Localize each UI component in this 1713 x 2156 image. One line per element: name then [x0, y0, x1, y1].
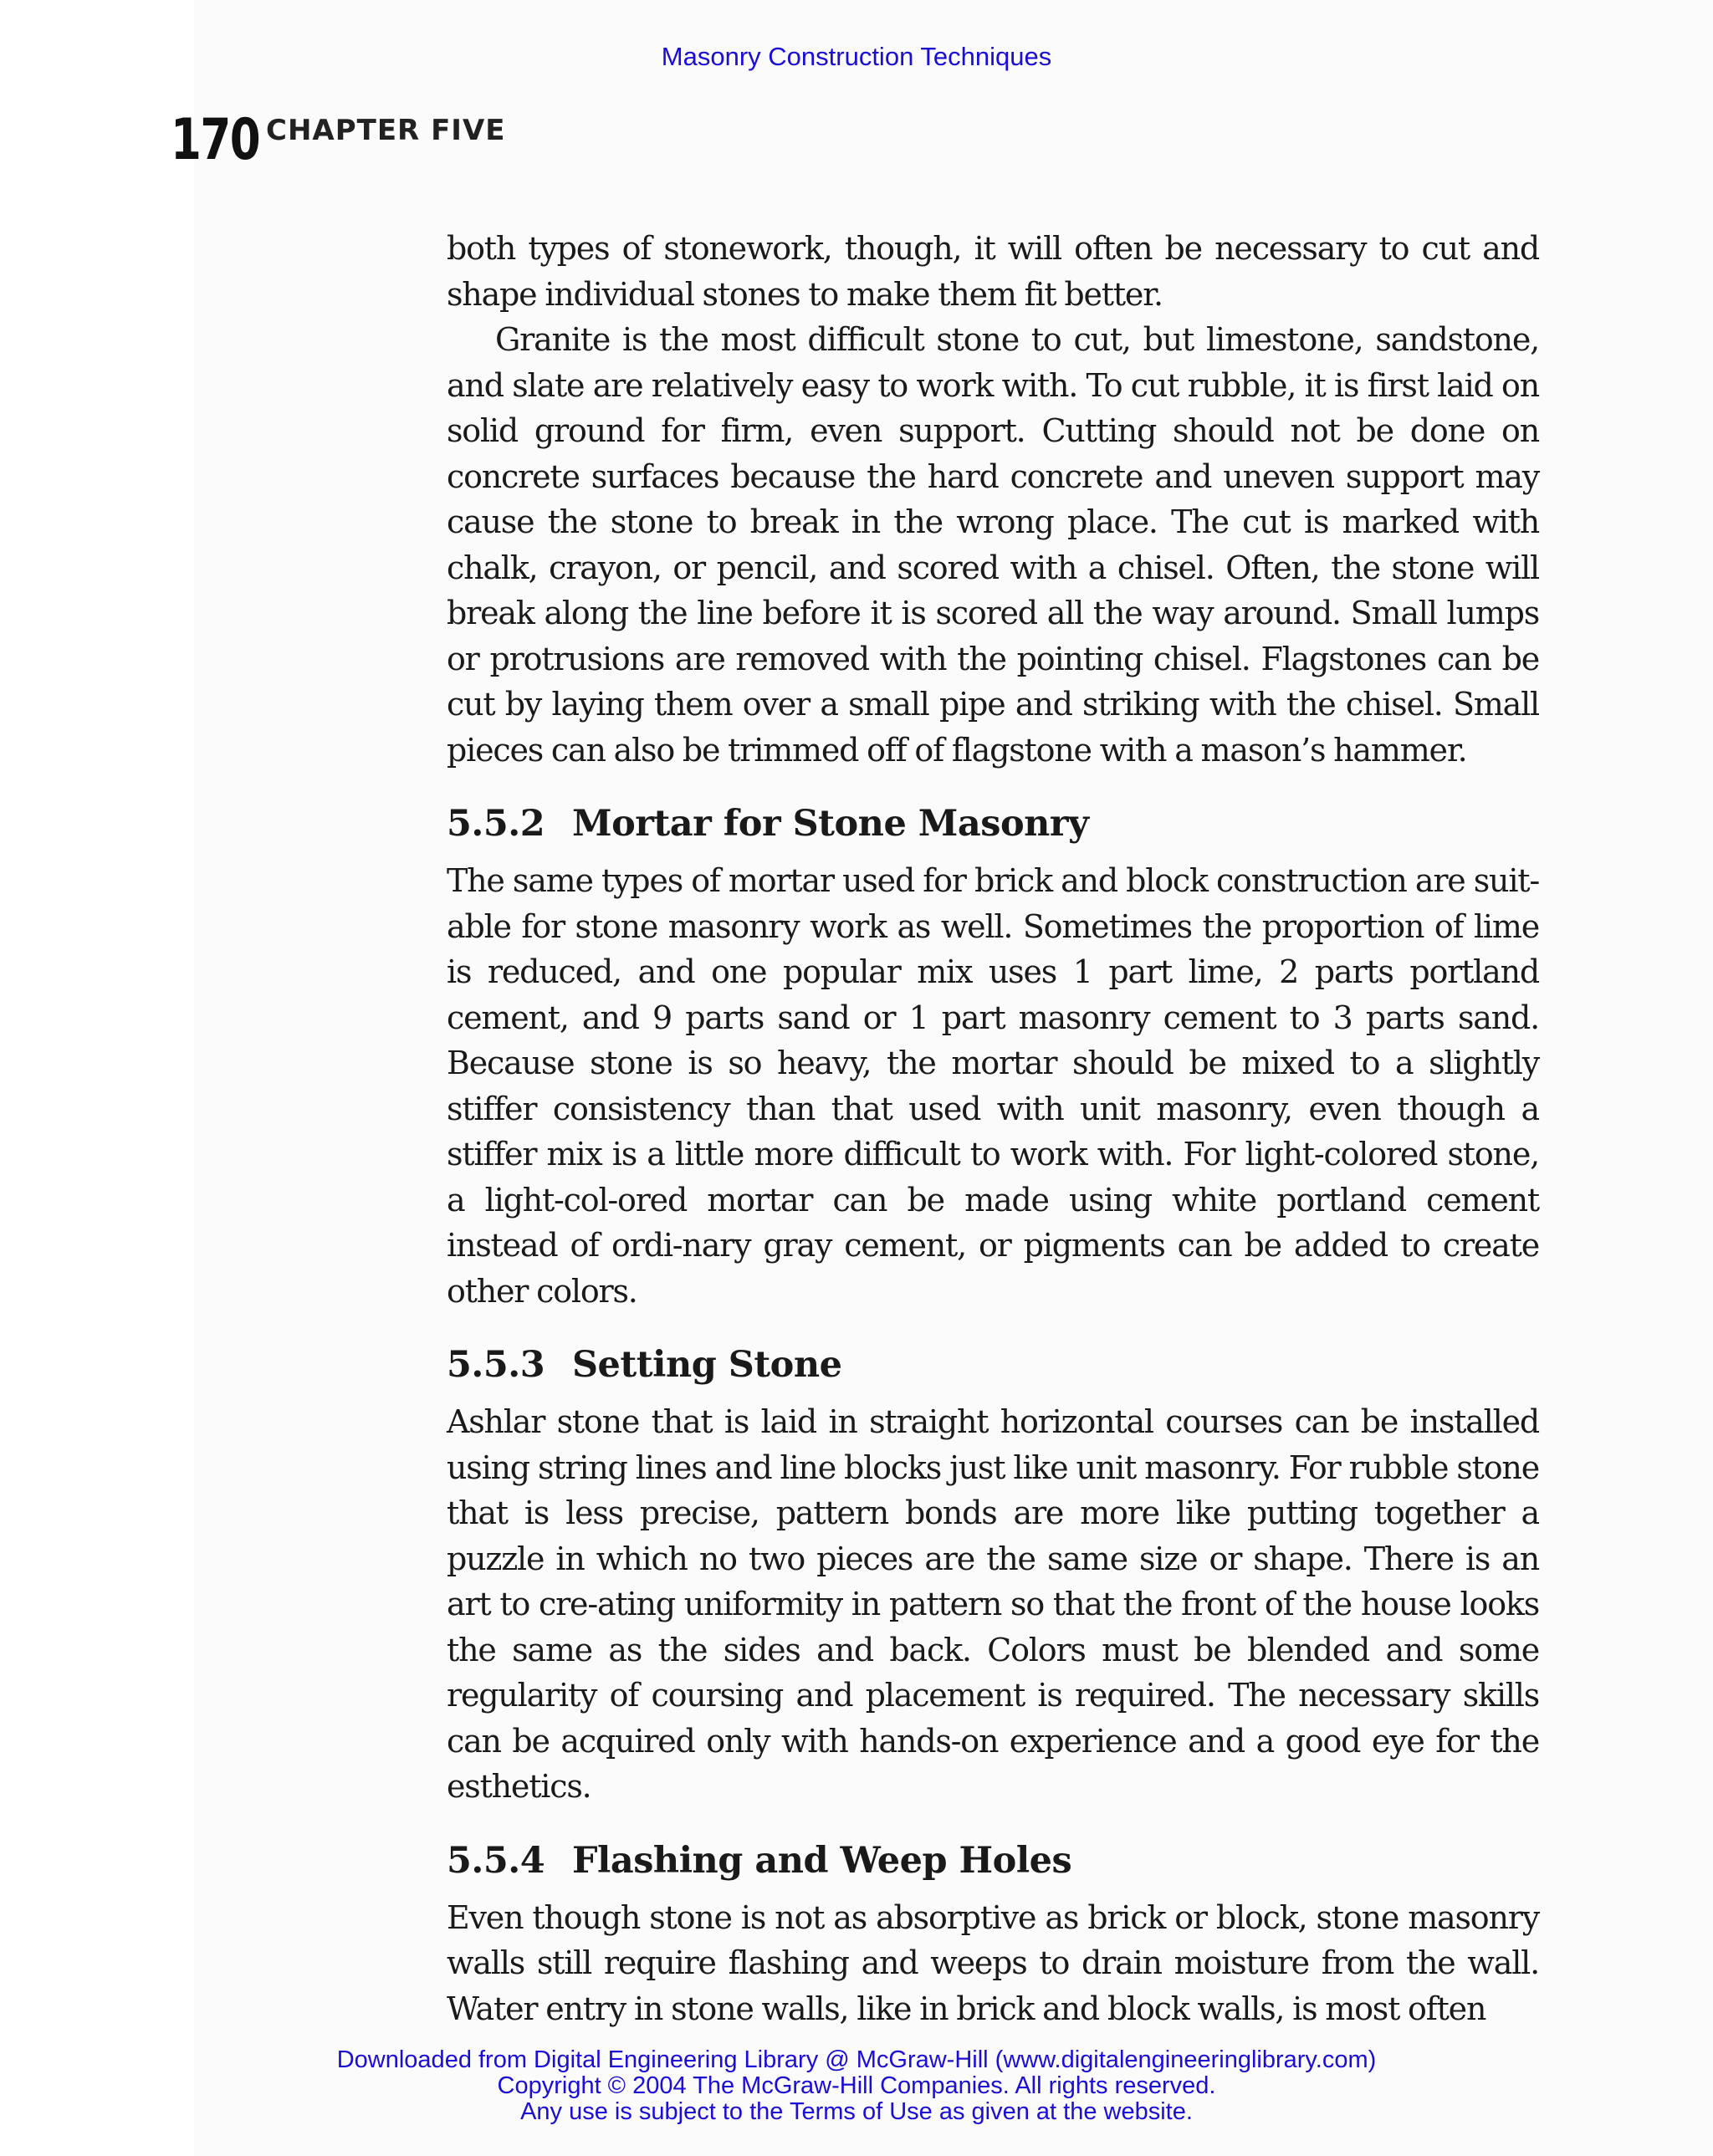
footer-terms: Any use is subject to the Terms of Use as given at the website. — [520, 2098, 1193, 2125]
paragraph: Granite is the most difficult stone to cut, but limestone, sandstone, and slate are relatively easy to work with. To cut rubble, it is first laid on solid ground for firm, even support. Cutting should not be done on concrete surfaces because the hard concrete and uneven support may cause the stone to break in the wrong place. The cut is marked with chalk, crayon, or pencil, and scored with a chisel. Often, the stone will break along the line before it is scored all the way around. Small lumps or protrusions are removed with the pointing chisel. Flagstones can be cut by laying them over a small pipe and striking with the chisel. Small pieces can also be trimmed off of flagstone with a mason’s hammer. — [447, 321, 1539, 769]
paragraph: The same types of mortar used for brick and block construction are suit-able for stone masonry work as well. Sometimes the proportion of lime is reduced, and one popular mix uses 1 part lime, 2 parts portland cement, and 9 parts sand or 1 part masonry cement to 3 parts sand. Because stone is so heavy, the mortar should be mixed to a slightly stiffer consistency than that used with unit masonry, even though a stiffer mix is a little more difficult to work with. For light-colored stone, a light-col-ored mortar can be made using white portland cement instead of ordi-nary gray cement, or pigments can be added to create other colors. — [447, 862, 1539, 1310]
section-heading-5-5-3 — [447, 1342, 1539, 1387]
download-footer — [0, 2047, 1713, 2125]
paragraph: Even though stone is not as absorptive as brick or block, stone masonry walls still require flashing and weeps to drain moisture from the wall. Water entry in stone walls, like in brick and block walls, is most often — [447, 1898, 1539, 2027]
footer-download-link[interactable]: Downloaded from Digital Engineering Library @ McGraw-Hill (www.digitalengineeringlibrary.com) — [336, 2046, 1377, 2073]
section-number: 5.5.2 — [447, 803, 545, 845]
book-title-link[interactable]: Masonry Construction Techniques — [661, 42, 1052, 71]
section-title: Flashing and Weep Holes — [572, 1839, 1072, 1882]
section-heading-5-5-2 — [447, 801, 1539, 846]
paragraph: Ashlar stone that is laid in straight horizontal courses can be installed using string lines and line blocks just like unit masonry. For rubble stone that is less precise, pattern bonds are more like putting together a puzzle in which no two pieces are the same size or shape. There is an art to cre-ating uniformity in pattern so that the front of the house looks the same as the sides and back. Colors must be blended and some regularity of coursing and placement is required. The necessary skills can be acquired only with hands-on experience and a good eye for the esthetics. — [447, 1403, 1539, 1805]
footer-copyright: Copyright © 2004 The McGraw-Hill Companies. All rights reserved. — [497, 2072, 1216, 2099]
chapter-label: CHAPTER FIVE — [266, 114, 506, 147]
section-number: 5.5.4 — [447, 1839, 545, 1882]
section-number: 5.5.3 — [447, 1344, 545, 1386]
page-number: 170 — [171, 107, 260, 173]
section-heading-5-5-4 — [447, 1838, 1539, 1883]
section-title: Mortar for Stone Masonry — [572, 803, 1089, 845]
section-title: Setting Stone — [572, 1344, 842, 1386]
page-body — [447, 226, 1539, 2031]
paragraph: both types of stonework, though, it will often be necessary to cut and shape individual stones to make them fit better. — [447, 230, 1539, 313]
